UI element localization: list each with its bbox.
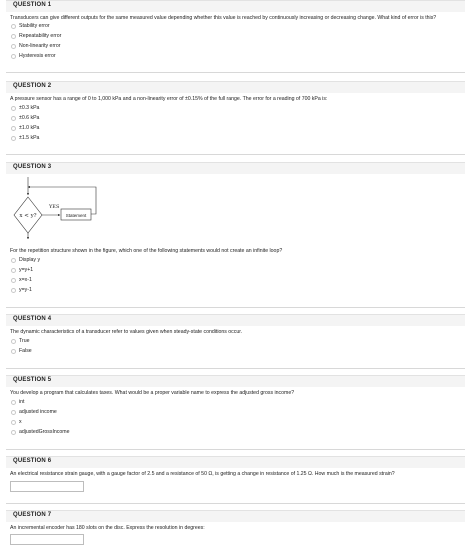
separator bbox=[6, 307, 465, 308]
question-3-header bbox=[6, 162, 465, 174]
q1-option-2[interactable]: Repeatability error bbox=[11, 32, 61, 40]
radio-icon[interactable] bbox=[11, 136, 16, 141]
radio-icon[interactable] bbox=[11, 258, 16, 263]
question-3-text: For the repetition structure shown in the figure, which one of the following statements would not create an infinite loop? bbox=[10, 248, 283, 254]
q1-option-4[interactable]: Hysteresis error bbox=[11, 52, 56, 60]
statement-label: Statement bbox=[65, 213, 87, 218]
question-2-header bbox=[6, 81, 465, 93]
q6-answer-input[interactable] bbox=[10, 481, 84, 492]
separator bbox=[6, 72, 465, 73]
q1-option-3[interactable]: Non-linearity error bbox=[11, 42, 61, 50]
q3-option-4[interactable]: y=y-1 bbox=[11, 286, 32, 294]
question-1-title: QUESTION 1 bbox=[13, 2, 52, 8]
question-4-text: The dynamic characteristics of a transducer refer to values given when steady-state conditions occur. bbox=[10, 329, 243, 335]
question-5-title: QUESTION 5 bbox=[13, 377, 52, 383]
separator bbox=[6, 449, 465, 450]
question-7-text: An incremental encoder has 180 slots on the disc. Express the resolution in degrees: bbox=[10, 525, 205, 531]
question-3-title: QUESTION 3 bbox=[13, 164, 52, 170]
radio-icon[interactable] bbox=[11, 400, 16, 405]
q1-option-1[interactable]: Stability error bbox=[11, 22, 50, 30]
question-2-title: QUESTION 2 bbox=[13, 83, 52, 89]
separator bbox=[6, 368, 465, 369]
radio-icon[interactable] bbox=[11, 288, 16, 293]
radio-icon[interactable] bbox=[11, 349, 16, 354]
separator bbox=[6, 503, 465, 504]
q2-option-2[interactable]: ±0.6 kPa bbox=[11, 114, 39, 122]
question-6-text: An electrical resistance strain gauge, with a gauge factor of 2.5 and a resistance of 50 Ω, is getting a change in resistance of 1.25 Ω. How much is the measured strain? bbox=[10, 471, 395, 477]
radio-icon[interactable] bbox=[11, 54, 16, 59]
yes-label: YES bbox=[49, 204, 60, 210]
question-1-text: Transducers can give different outputs for the same measured value depending whether this value is reached by continuously increasing or decreasing change. What kind of error is this? bbox=[10, 15, 437, 21]
q3-option-2[interactable]: y=y+1 bbox=[11, 266, 33, 274]
radio-icon[interactable] bbox=[11, 34, 16, 39]
q5-option-2[interactable]: adjusted income bbox=[11, 408, 57, 416]
q5-option-1[interactable]: int bbox=[11, 398, 24, 406]
radio-icon[interactable] bbox=[11, 339, 16, 344]
question-7-header bbox=[6, 510, 465, 522]
radio-icon[interactable] bbox=[11, 116, 16, 121]
question-2-text: A pressure sensor has a range of 0 to 1,000 kPa and a non-linearity error of ±0.15% of the full range. The error for a reading of 700 kPa is: bbox=[10, 96, 328, 102]
question-6-title: QUESTION 6 bbox=[13, 458, 52, 464]
radio-icon[interactable] bbox=[11, 278, 16, 283]
question-6-header bbox=[6, 456, 465, 468]
q3-option-3[interactable]: x=x-1 bbox=[11, 276, 32, 284]
question-5-text: You develop a program that calculates taxes. What would be a proper variable name to express the adjusted gross income? bbox=[10, 390, 295, 396]
radio-icon[interactable] bbox=[11, 420, 16, 425]
radio-icon[interactable] bbox=[11, 410, 16, 415]
q5-option-3[interactable]: x bbox=[11, 418, 22, 426]
radio-icon[interactable] bbox=[11, 268, 16, 273]
condition-label: x < y? bbox=[19, 213, 37, 219]
q5-option-4[interactable]: adjustedGrossIncome bbox=[11, 428, 69, 436]
radio-icon[interactable] bbox=[11, 106, 16, 111]
separator bbox=[6, 154, 465, 155]
q2-option-4[interactable]: ±1.5 kPa bbox=[11, 134, 39, 142]
flowchart-diagram bbox=[12, 177, 102, 239]
question-4-header bbox=[6, 314, 465, 326]
radio-icon[interactable] bbox=[11, 44, 16, 49]
radio-icon[interactable] bbox=[11, 126, 16, 131]
q4-option-1[interactable]: True bbox=[11, 337, 29, 345]
question-1-header bbox=[6, 0, 465, 12]
radio-icon[interactable] bbox=[11, 24, 16, 29]
radio-icon[interactable] bbox=[11, 430, 16, 435]
q2-option-1[interactable]: ±0.3 kPa bbox=[11, 104, 39, 112]
q2-option-3[interactable]: ±1.0 kPa bbox=[11, 124, 39, 132]
question-4-title: QUESTION 4 bbox=[13, 316, 52, 322]
q7-answer-input[interactable] bbox=[10, 534, 84, 545]
q3-option-1[interactable]: Display y bbox=[11, 256, 40, 264]
q4-option-2[interactable]: False bbox=[11, 347, 32, 355]
question-7-title: QUESTION 7 bbox=[13, 512, 52, 518]
question-5-header bbox=[6, 375, 465, 387]
